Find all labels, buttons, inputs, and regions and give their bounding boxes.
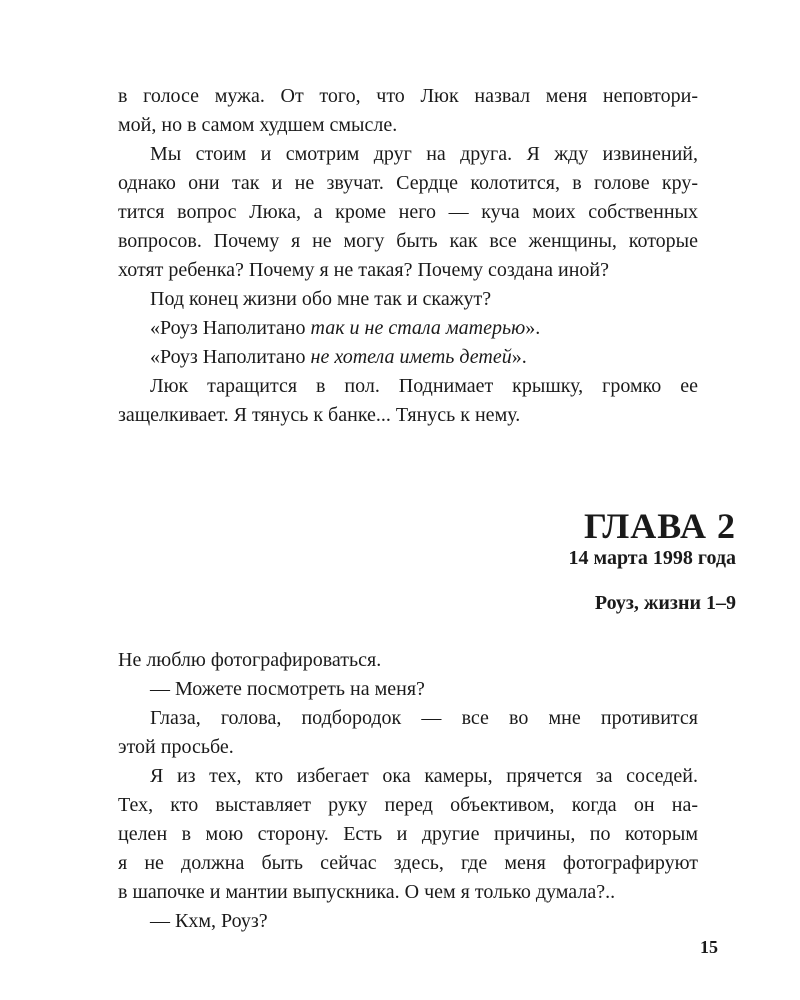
text-line: Я из тех, кто избегает ока камеры, прячется за соседей. [150,765,698,787]
text-line: — Кхм, Роуз? [150,910,268,932]
chapter-date: 14 марта 1998 года [568,547,736,569]
text-line: — Можете посмотреть на меня? [150,678,425,700]
text-line: тится вопрос Люка, а кроме него — куча моих собственных [118,201,698,223]
text-line: Люк таращится в пол. Поднимает крышку, громко ее [150,375,698,397]
quote-suffix: ». [511,346,527,368]
text-line: вопросов. Почему я не могу быть как все женщины, которые [118,230,698,252]
text-line: этой просьбе. [118,736,234,758]
quote-prefix: «Роуз Наполитано [150,346,311,368]
text-line: в голосе мужа. От того, что Люк назвал меня неповтори- [118,85,698,107]
text-line: в шапочке и мантии выпускника. О чем я только думала?.. [118,881,616,903]
text-line: однако они так и не звучат. Сердце колотится, в голове кру- [118,172,698,194]
text-line: Тех, кто выставляет руку перед объективом, когда он на- [118,794,698,816]
text-line: целен в мою сторону. Есть и другие причины, по которым [118,823,698,845]
text-line: хотят ребенка? Почему я не такая? Почему создана иной? [118,259,610,281]
text-line: я не должна быть сейчас здесь, где меня фотографируют [118,852,698,874]
text-section-1 [118,82,698,430]
text-line: мой, но в самом худшем смысле. [118,114,398,136]
text-section-2 [118,646,698,936]
page-number: 15 [700,937,718,957]
quote-line [118,314,698,343]
chapter-subtitle: Роуз, жизни 1–9 [594,592,736,614]
quote-suffix: ». [525,317,541,339]
quote-line [118,343,698,372]
chapter-title: ГЛАВА 2 [583,506,736,546]
text-line: Мы стоим и смотрим друг на друга. Я жду извинений, [150,143,698,165]
text-line: Под конец жизни обо мне так и скажут? [150,288,492,310]
text-line: защелкивает. Я тянусь к банке... Тянусь к нему. [118,404,521,426]
text-line: Не люблю фотографироваться. [118,649,382,671]
quote-italic: так и не стала матерью [310,317,526,339]
quote-prefix: «Роуз Наполитано [150,317,311,339]
quote-italic: не хотела иметь детей [310,346,512,368]
text-line: Глаза, голова, подбородок — все во мне противится [150,707,698,729]
